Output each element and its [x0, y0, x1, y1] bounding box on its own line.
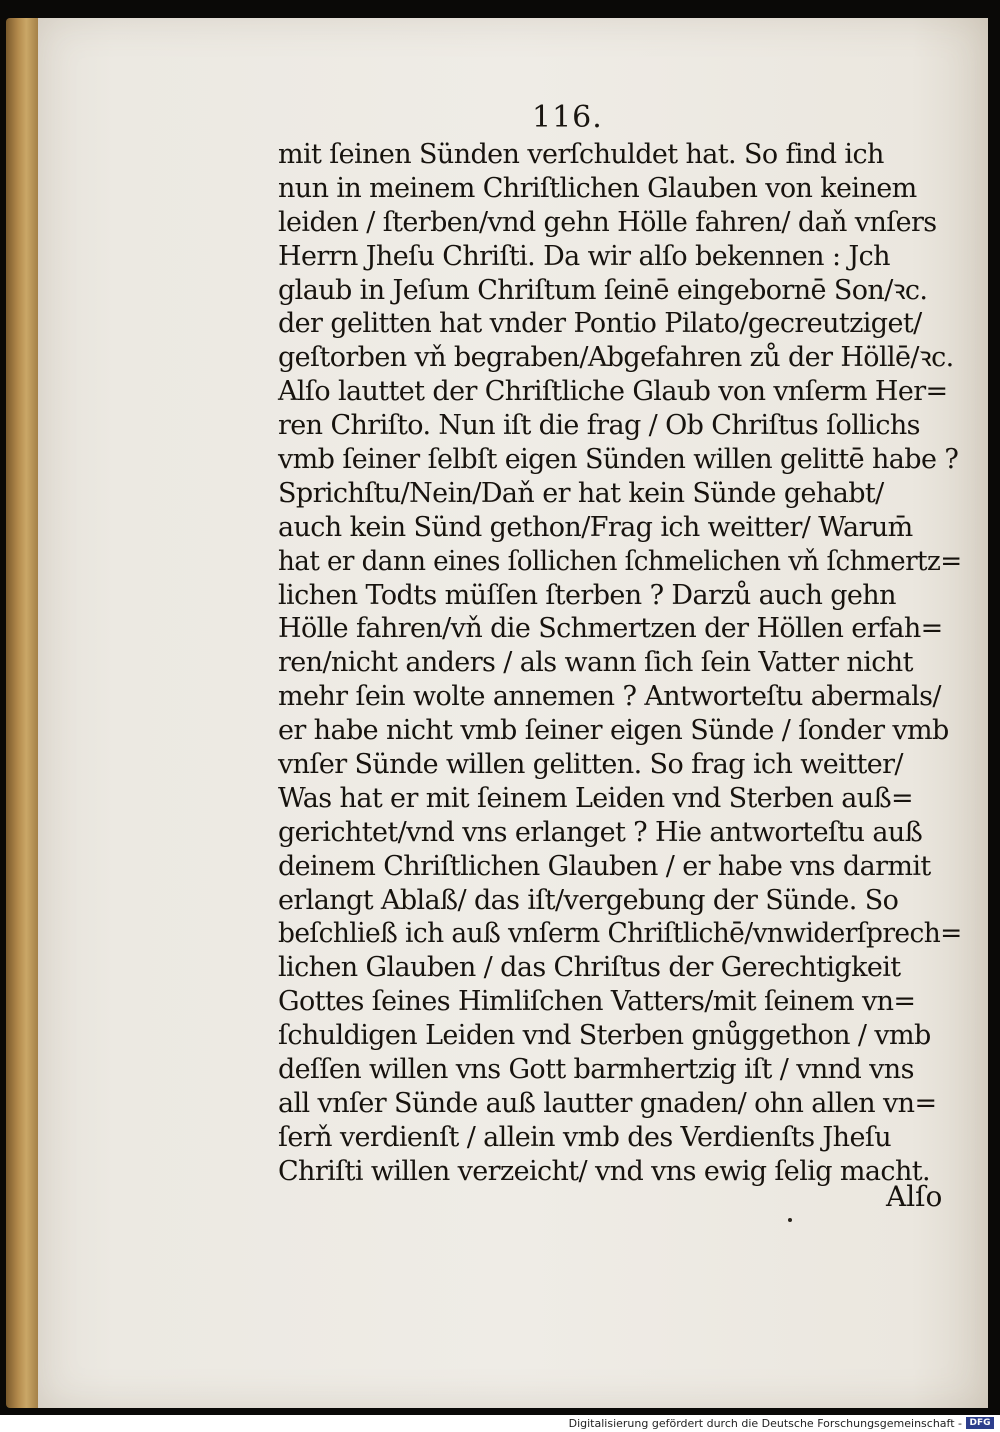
text-line: gerichtet/vnd vns erlanget ? Hie antworteſtu auß: [278, 816, 923, 848]
text-line: mit ſeinen Sünden verſchuldet hat. So find ich: [278, 139, 884, 170]
text-line: Was hat er mit ſeinem Leiden vnd Sterben auß=: [278, 782, 914, 814]
book-edge: [6, 18, 40, 1408]
text-line: deſſen willen vns Gott barmhertzig iſt / vnnd vns: [278, 1054, 914, 1086]
text-line: ſerň verdienſt / allein vmb des Verdienſts Jheſu: [278, 1121, 892, 1153]
text-line: geſtorben vň begraben/Abgefahren zů der Höllē/ꝛc.: [278, 342, 954, 374]
ink-speck: [788, 1218, 792, 1222]
funding-credit: Digitalisierung gefördert durch die Deutsche Forschungsgemeinschaft -: [568, 1417, 962, 1430]
text-line: lichen Todts müſſen ſterben ? Darzů auch gehn: [278, 579, 896, 611]
text-line: Sprichſtu/Nein/Daň er hat kein Sünde gehabt/: [278, 477, 884, 509]
text-line: Hölle fahren/vň die Schmertzen der Höllen erfah=: [278, 613, 943, 645]
text-line: mehr ſein wolte annemen ? Antworteſtu abermals/: [278, 681, 941, 713]
text-line: glaub in Jeſum Chriſtum ſeinē eingebornē Son/ꝛc.: [278, 274, 928, 306]
page-number: 116.: [532, 100, 603, 135]
text-line: ren Chriſto. Nun iſt die frag / Ob Chriſtus ſollichs: [278, 410, 920, 442]
body-text: [278, 138, 962, 1189]
text-line: Alſo lauttet der Chriſtliche Glaub von vnſerm Her=: [278, 376, 948, 408]
text-line: Chriſti willen verzeicht/ vnd vns ewig ſelig macht.: [278, 1155, 930, 1187]
text-line: er habe nicht vmb ſeiner eigen Sünde / ſonder vmb: [278, 715, 949, 747]
text-line: hat er dann eines ſollichen ſchmelichen vň ſchmertz=: [278, 545, 962, 577]
text-line: ren/nicht anders / als wann ſich ſein Vatter nicht: [278, 647, 913, 679]
footer-bar: [0, 1415, 1000, 1432]
dfg-logo: DFG: [966, 1417, 994, 1429]
text-line: der gelitten hat vnder Pontio Pilato/gecreutziget/: [278, 308, 922, 340]
catchword: Alſo: [886, 1180, 943, 1213]
text-line: auch kein Sünd gethon/Frag ich weitter/ Warum̄: [278, 511, 913, 543]
text-line: all vnſer Sünde auß lautter gnaden/ ohn allen vn=: [278, 1087, 937, 1119]
text-line: deinem Chriſtlichen Glauben / er habe vns darmit: [278, 850, 931, 882]
text-line: lichen Glauben / das Chriſtus der Gerechtigkeit: [278, 952, 901, 984]
text-line: nun in meinem Chriſtlichen Glauben von keinem: [278, 172, 917, 204]
text-line: Gottes ſeines Himliſchen Vatters/mit ſeinem vn=: [278, 986, 916, 1018]
text-line: vmb ſeiner ſelbſt eigen Sünden willen gelittē habe ?: [278, 444, 959, 476]
text-line: ſchuldigen Leiden vnd Sterben gnůggethon / vmb: [278, 1020, 931, 1052]
text-line: leiden / ſterben/vnd gehn Hölle fahren/ daň vnſers: [278, 206, 937, 238]
text-line: Herrn Jheſu Chriſti. Da wir alſo bekennen : Jch: [278, 240, 890, 272]
text-line: vnſer Sünde willen gelitten. So frag ich weitter/: [278, 749, 903, 781]
text-line: beſchließ ich auß vnſerm Chriſtlichē/vnwiderſprech=: [278, 918, 962, 950]
text-line: erlangt Ablaß/ das iſt/vergebung der Sünde. So: [278, 884, 899, 916]
